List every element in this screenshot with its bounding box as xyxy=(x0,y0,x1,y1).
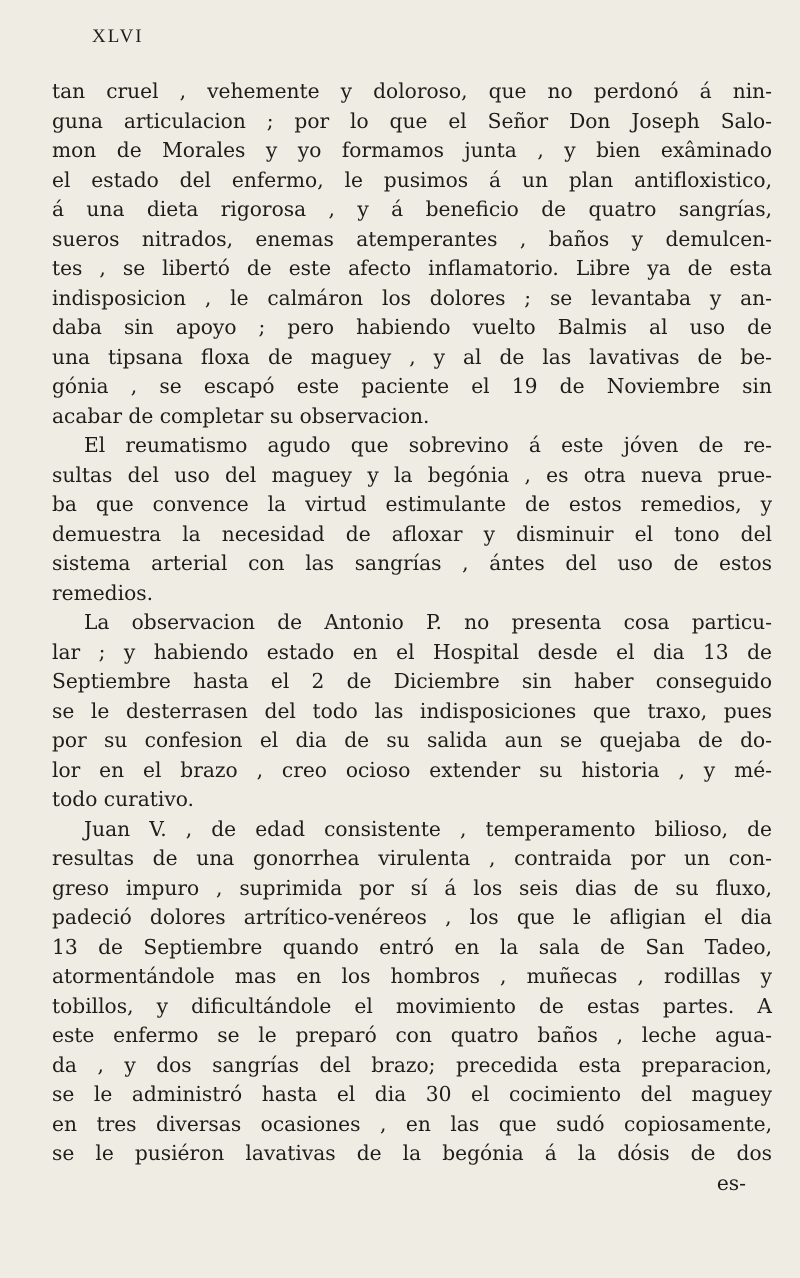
text-line: La observacion de Antonio P. no presenta cosa particu- xyxy=(84,610,772,634)
text-line: acabar de completar su observacion. xyxy=(52,403,430,428)
text-line: es- xyxy=(716,1170,746,1195)
text-line: remedios. xyxy=(52,580,153,605)
text-line: daba sin apoyo ; pero habiendo vuelto Balmis al uso de xyxy=(52,315,772,339)
text-line: El reumatismo agudo que sobrevino á este jóven de re- xyxy=(84,433,772,457)
text-line: mon de Morales y yo formamos junta , y bien exâminado xyxy=(52,138,772,162)
text-line: tan cruel , vehemente y doloroso, que no perdonó á nin- xyxy=(52,79,772,103)
text-line: lor en el brazo , creo ocioso extender su historia , y mé- xyxy=(52,757,772,782)
text-line: gónia , se escapó este paciente el 19 de Noviembre sin xyxy=(52,374,772,398)
text-line: resultas de una gonorrhea virulenta , contraida por un con- xyxy=(52,846,772,870)
text-line: á una dieta rigorosa , y á beneficio de quatro sangrías, xyxy=(52,197,772,221)
text-line: tobillos, y dificultándole el movimiento de estas partes. A xyxy=(52,993,772,1018)
text-line: guna articulacion ; por lo que el Señor Don Joseph Salo- xyxy=(52,108,772,133)
text-line: atormentándole mas en los hombros , muñecas , rodillas y xyxy=(52,964,772,988)
text-line: el estado del enfermo, le pusimos á un plan antifloxistico, xyxy=(52,167,772,192)
text-line: Juan V. , de edad consistente , temperamento bilioso, de xyxy=(84,816,772,841)
text-line: este enfermo se le preparó con quatro baños , leche agua- xyxy=(52,1023,772,1047)
text-line: por su confesion el dia de su salida aun se quejaba de do- xyxy=(52,728,772,752)
text-line: sistema arterial con las sangrías , ántes del uso de estos xyxy=(52,551,772,575)
text-line: sueros nitrados, enemas atemperantes , baños y demulcen- xyxy=(52,226,772,251)
text-line: una tipsana floxa de maguey , y al de las lavativas de be- xyxy=(52,344,772,369)
text-line: se le administró hasta el dia 30 el cocimiento del maguey xyxy=(52,1082,772,1106)
text-line: indisposicion , le calmáron los dolores ; se levantaba y an- xyxy=(52,285,772,310)
text-line: lar ; y habiendo estado en el Hospital desde el dia 13 de xyxy=(52,639,772,664)
text-line: tes , se libertó de este afecto inflamatorio. Libre ya de esta xyxy=(52,256,772,280)
text-line: padeció dolores artrítico-venéreos , los que le afligian el dia xyxy=(52,905,772,929)
text-line: demuestra la necesidad de afloxar y disminuir el tono del xyxy=(52,521,772,546)
page-number: XLVI xyxy=(92,26,144,47)
text-body xyxy=(52,77,772,1198)
text-line: Septiembre hasta el 2 de Diciembre sin haber conseguido xyxy=(52,669,772,693)
text-line: ba que convence la virtud estimulante de estos remedios, y xyxy=(52,492,772,516)
text-line: en tres diversas ocasiones , en las que sudó copiosamente, xyxy=(52,1111,772,1136)
text-line: se le desterrasen del todo las indisposiciones que traxo, pues xyxy=(52,698,772,723)
text-line: todo curativo. xyxy=(52,787,194,811)
text-line: greso impuro , suprimida por sí á los seis dias de su fluxo, xyxy=(52,875,772,900)
text-line: se le pusiéron lavativas de la begónia á la dósis de dos xyxy=(52,1141,772,1165)
text-line: 13 de Septiembre quando entró en la sala de San Tadeo, xyxy=(52,934,772,959)
text-line: sultas del uso del maguey y la begónia , es otra nueva prue- xyxy=(52,462,772,487)
text-line: da , y dos sangrías del brazo; precedida esta preparacion, xyxy=(52,1052,772,1077)
